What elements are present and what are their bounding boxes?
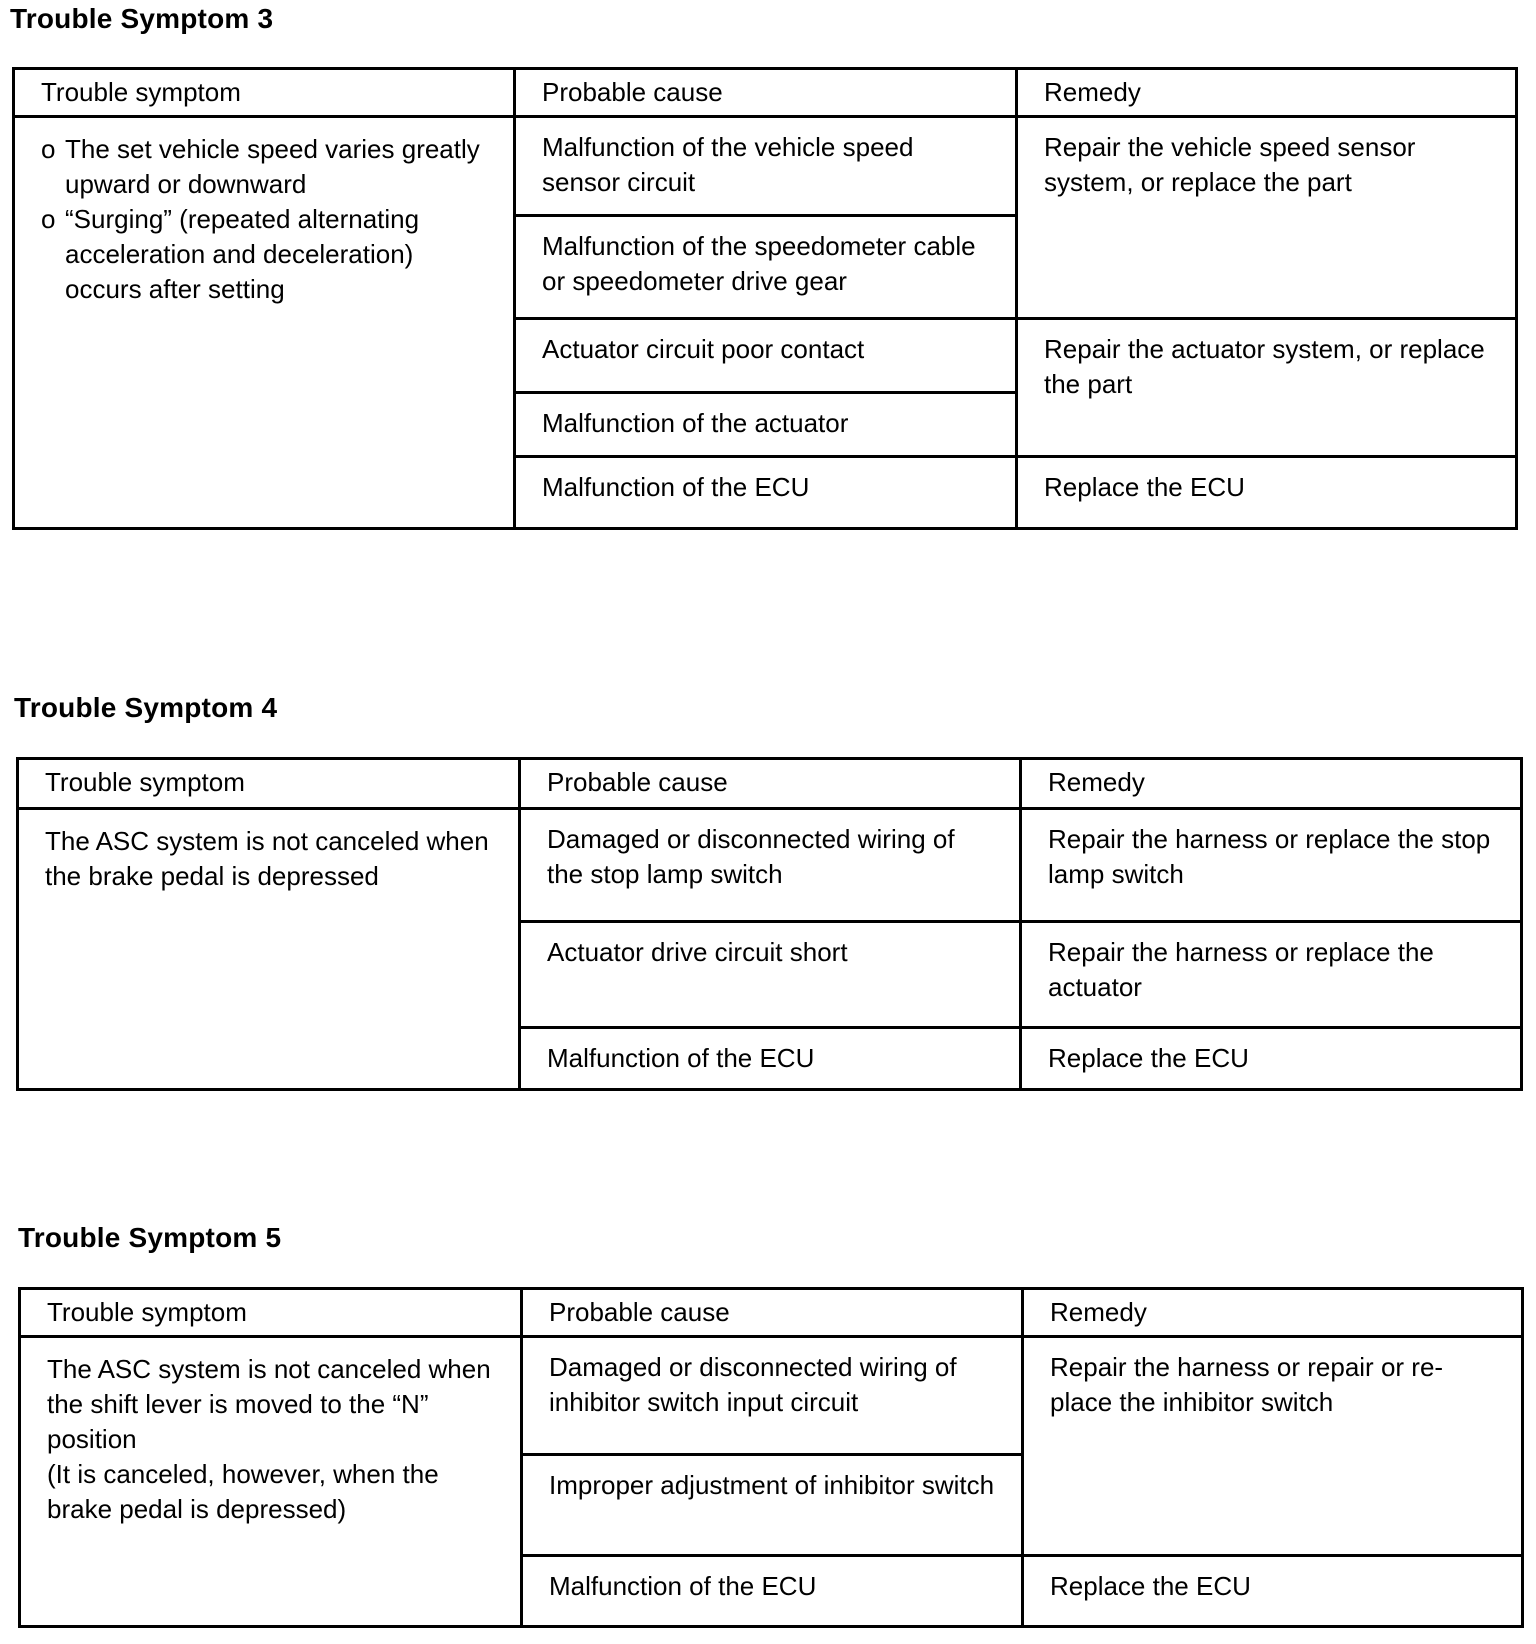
cause-cell: Malfunction of the ECU <box>522 1556 1023 1627</box>
header-remedy: Remedy <box>1021 759 1522 809</box>
cause-cell: Malfunction of the actuator <box>515 393 1017 457</box>
header-trouble-symptom: Trouble symptom <box>18 759 520 809</box>
trouble-table-4 <box>16 757 1523 1091</box>
cause-cell: Malfunction of the ECU <box>520 1028 1021 1090</box>
trouble-table-3 <box>12 67 1518 530</box>
symptom-text: The ASC system is not canceled when the shift lever is moved to the “N” position <box>47 1354 491 1454</box>
section-title-symptom-3: Trouble Symptom 3 <box>10 3 274 34</box>
cause-cell: Malfunction of the vehicle speed sensor circuit <box>515 117 1017 216</box>
header-remedy: Remedy <box>1017 69 1517 117</box>
table-row <box>18 809 1522 922</box>
symptom-item: o “Surging” (repeated alternating acceleration and deceleration) occurs after setting <box>41 202 489 307</box>
symptom-note: (It is canceled, however, when the brake pedal is depressed) <box>47 1459 439 1524</box>
remedy-cell: Replace the ECU <box>1017 457 1517 529</box>
remedy-cell: Repair the harness or replace the stop lamp switch <box>1021 809 1522 922</box>
header-trouble-symptom: Trouble symptom <box>14 69 515 117</box>
remedy-cell: Replace the ECU <box>1023 1556 1523 1627</box>
header-remedy: Remedy <box>1023 1289 1523 1337</box>
symptom-cell <box>14 117 515 529</box>
header-probable-cause: Probable cause <box>522 1289 1023 1337</box>
remedy-cell: Repair the harness or replace the actuator <box>1021 922 1522 1028</box>
remedy-cell: Repair the harness or repair or re-place the inhibitor switch <box>1023 1337 1523 1556</box>
table-header-row <box>14 69 1517 117</box>
table-header-row <box>18 759 1522 809</box>
cause-cell: Malfunction of the ECU <box>515 457 1017 529</box>
trouble-table-5 <box>18 1287 1524 1628</box>
cause-cell: Improper adjustment of inhibitor switch <box>522 1455 1023 1556</box>
symptom-cell <box>20 1337 522 1627</box>
cause-cell: Damaged or disconnected wiring of inhibitor switch input circuit <box>522 1337 1023 1455</box>
cause-cell: Damaged or disconnected wiring of the stop lamp switch <box>520 809 1021 922</box>
cause-cell: Actuator circuit poor contact <box>515 319 1017 393</box>
section-title-symptom-5: Trouble Symptom 5 <box>18 1222 282 1253</box>
section-title-symptom-4: Trouble Symptom 4 <box>14 692 278 723</box>
symptom-list <box>41 132 489 307</box>
table-header-row <box>20 1289 1523 1337</box>
symptom-cell: The ASC system is not canceled when the brake pedal is depressed <box>18 809 520 1090</box>
header-probable-cause: Probable cause <box>515 69 1017 117</box>
table-row <box>20 1337 1523 1455</box>
symptom-item: o The set vehicle speed varies greatly upward or downward <box>41 132 489 202</box>
remedy-cell: Repair the actuator system, or replace the part <box>1017 319 1517 457</box>
header-trouble-symptom: Trouble symptom <box>20 1289 522 1337</box>
cause-cell: Malfunction of the speedometer cable or speedometer drive gear <box>515 216 1017 319</box>
remedy-cell: Repair the vehicle speed sensor system, or replace the part <box>1017 117 1517 319</box>
remedy-cell: Replace the ECU <box>1021 1028 1522 1090</box>
header-probable-cause: Probable cause <box>520 759 1021 809</box>
cause-cell: Actuator drive circuit short <box>520 922 1021 1028</box>
table-row <box>14 117 1517 216</box>
